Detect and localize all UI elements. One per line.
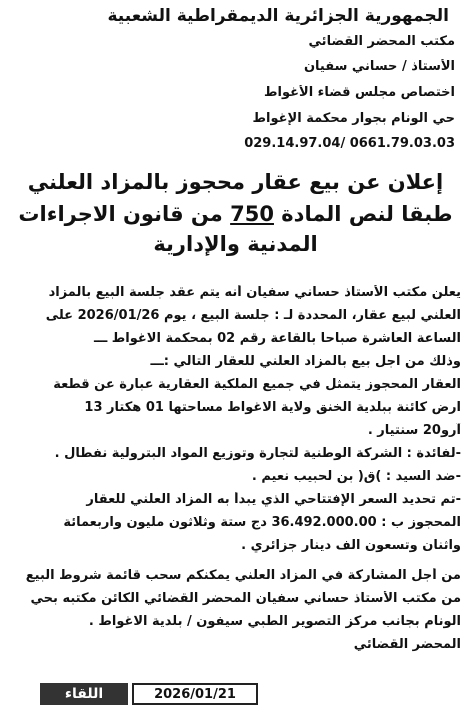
price-label: المحجوز ب : bbox=[381, 515, 461, 530]
body-line: العقار المحجوز يتمثل في جميع الملكية العقارية عبارة عن قطعة bbox=[53, 377, 461, 392]
header-office: مكتب المحضر القضائي bbox=[308, 34, 455, 49]
sale-text: العلني لبيع عقار، المحددة لـ : جلسة البيع ، يوم bbox=[163, 308, 461, 323]
price-words: دج ستة وثلاثون مليون واربعمائة bbox=[63, 515, 267, 530]
notice-title-line1: إعلان عن بيع عقار محجوز بالمزاد العلني bbox=[27, 170, 444, 194]
body-line: يعلن مكتب الأستاذ حساني سفيان أنه يتم عقد جلسة البيع بالمزاد bbox=[48, 285, 461, 300]
body-line: من مكتب الأستاذ حساني سفيان المحضر القضائي الكائن مكتبه بحي bbox=[30, 591, 461, 606]
header-phones bbox=[10, 136, 455, 151]
body-line: -تم تحديد السعر الإفتتاحي الذي يبدأ به المزاد العلني للعقار bbox=[86, 492, 461, 507]
sale-text-end: على bbox=[45, 308, 74, 323]
header-name: الأستاذ / حساني سفيان bbox=[303, 59, 455, 74]
body-line: من أجل المشاركة في المزاد العلني يمكنكم سحب قائمة شروط البيع bbox=[25, 568, 461, 583]
sale-date: 2026/01/26 bbox=[77, 308, 160, 323]
body-line: -لفائدة : الشركة الوطنية لتجارة وتوزيع المواد البترولية نفطال . bbox=[54, 446, 461, 461]
opening-price: 36.492.000.00 bbox=[271, 515, 377, 530]
notice-title-line2 bbox=[10, 202, 461, 226]
body-line: -ضد السيد : )ق( بن لحبيب نعيم . bbox=[251, 469, 461, 484]
article-number: 750 bbox=[230, 202, 274, 226]
title-suffix: من قانون الاجراءات bbox=[18, 202, 223, 226]
header-address: حي الونام بجوار محكمة الإغواط bbox=[252, 111, 455, 126]
body-line: الساعة العاشرة صباحا بالقاعة رقم 02 بمحكمة الاغواط ـــ bbox=[93, 331, 461, 346]
title-prefix: طبقا لنص المادة bbox=[281, 202, 453, 226]
newspaper-name: اللقاء bbox=[40, 683, 128, 705]
publication-date: 2026/01/21 bbox=[132, 683, 258, 705]
notice-title-line3: المدنية والإدارية bbox=[153, 232, 318, 256]
body-line bbox=[10, 515, 461, 530]
body-line: آرو20 سنتيار . bbox=[367, 423, 461, 438]
body-line bbox=[10, 308, 461, 323]
signature-title: المحضر القضائي bbox=[353, 637, 461, 652]
header-republic: الجمهورية الجزائرية الديمقراطية الشعبية bbox=[107, 6, 449, 26]
header-jurisdiction: اختصاص مجلس قضاء الأغواط bbox=[264, 85, 455, 100]
phone-numbers: 029.14.97.04/ 0661.79.03.03 bbox=[244, 136, 455, 151]
body-line: واثنان وتسعون الف دينار جزائري . bbox=[241, 538, 461, 553]
body-line: الونام بجانب مركز التصوير الطبي سيفون / بلدية الاغواط . bbox=[88, 614, 461, 629]
body-line: ارض كائنة ببلدية الخنق ولاية الاغواط مساحتها 01 هكتار 13 bbox=[84, 400, 461, 415]
body-line: وذلك من اجل بيع بالمزاد العلني للعقار التالي :ـــ bbox=[150, 354, 461, 369]
